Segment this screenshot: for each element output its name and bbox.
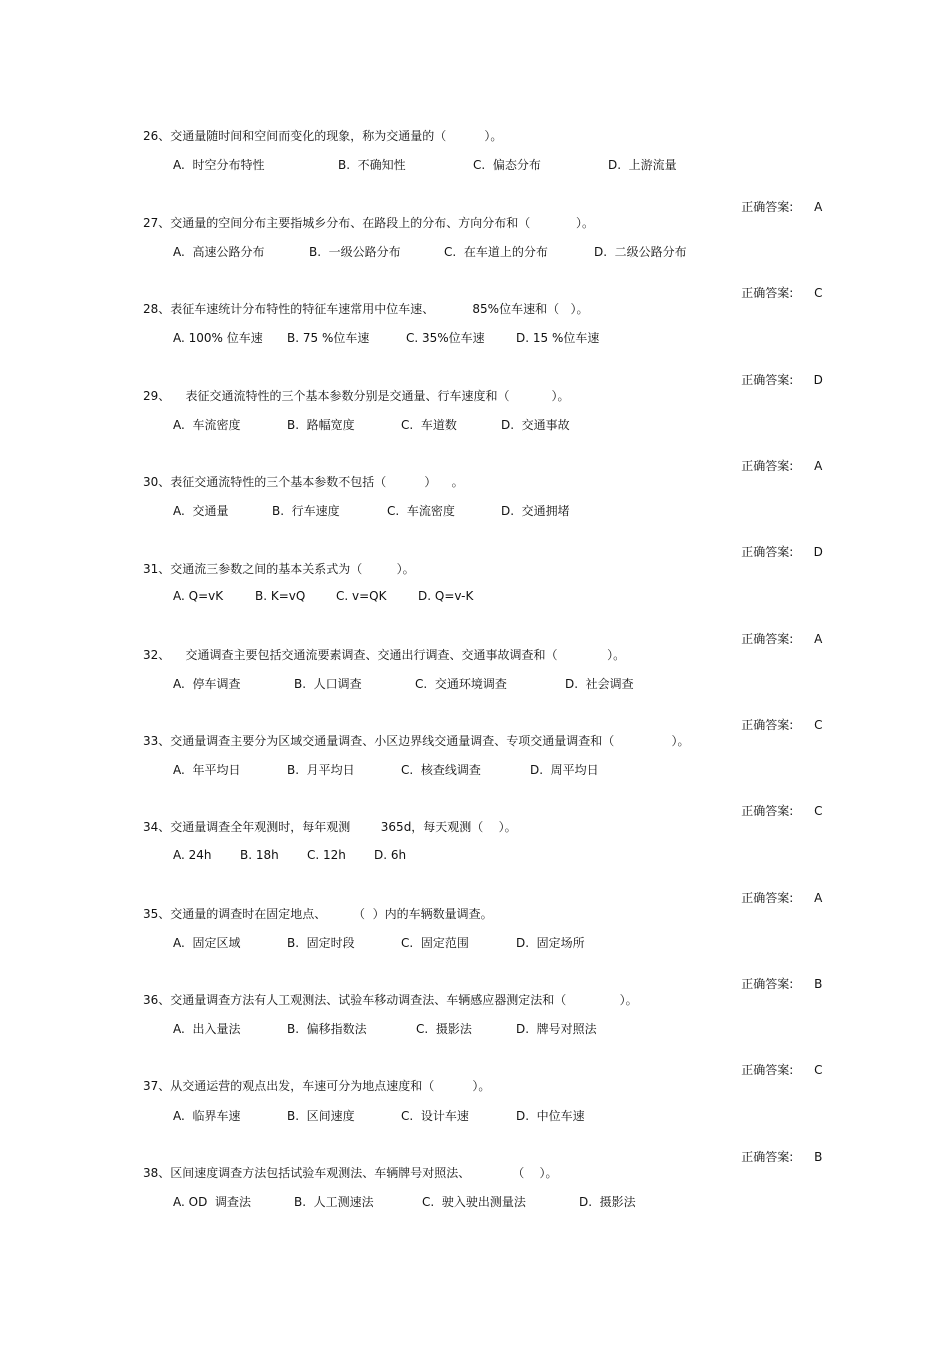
answer-line — [726, 270, 825, 315]
option-a: A. 24h — [173, 848, 212, 862]
question-36-stem: 36、交通量调查方法有人工观测法、试验车移动调查法、车辆感应器测定法和（ ）。 — [143, 993, 638, 1007]
option-b: B. 偏移指数法 — [287, 1022, 367, 1036]
option-b: B. 月平均日 — [287, 763, 355, 777]
option-c: C. 偏态分布 — [473, 158, 541, 172]
answer-label: 正确答案: — [741, 718, 794, 732]
answer-label: 正确答案: — [741, 1150, 794, 1164]
question-35-stem: 35、交通量的调查时在固定地点、 （ ）内的车辆数量调查。 — [143, 907, 493, 921]
option-c: C. 设计车速 — [401, 1109, 469, 1123]
question-29-stem: 29、 表征交通流特性的三个基本参数分别是交通量、行车速度和（ ）。 — [143, 389, 570, 403]
option-b: B. 不确知性 — [338, 158, 406, 172]
option-d: D. 中位车速 — [516, 1109, 585, 1123]
option-c: C. 车道数 — [401, 418, 457, 432]
question-28-stem: 28、表征车速统计分布特性的特征车速常用中位车速、 85%位车速和（ ）。 — [143, 302, 589, 316]
answer-value: C — [814, 1063, 823, 1077]
answer-label: 正确答案: — [741, 804, 794, 818]
option-a: A. 时空分布特性 — [173, 158, 265, 172]
answer-line — [726, 788, 825, 833]
option-d: D. 固定场所 — [516, 936, 585, 950]
question-30-stem: 30、表征交通流特性的三个基本参数不包括（ ） 。 — [143, 475, 464, 489]
answer-label: 正确答案: — [741, 632, 794, 646]
option-c: C. 核查线调查 — [401, 763, 481, 777]
question-34-stem: 34、交通量调查全年观测时，每年观测 365d，每天观测（ ）。 — [143, 820, 517, 834]
option-a: A. 交通量 — [173, 504, 229, 518]
answer-value: B — [814, 1150, 823, 1164]
answer-line — [726, 529, 825, 574]
option-c: C. 12h — [307, 848, 346, 862]
answer-line — [726, 961, 825, 1006]
option-c: C. v=QK — [336, 589, 387, 603]
option-b: B. 固定时段 — [287, 936, 355, 950]
option-c: C. 在车道上的分布 — [444, 245, 548, 259]
option-a: A. 高速公路分布 — [173, 245, 265, 259]
question-31-stem: 31、交通流三参数之间的基本关系式为（ ）。 — [143, 562, 415, 576]
answer-label: 正确答案: — [741, 459, 794, 473]
answer-line — [726, 357, 825, 402]
answer-line — [726, 1047, 825, 1092]
option-c: C. 摄影法 — [416, 1022, 472, 1036]
option-c: C. 35%位车速 — [406, 331, 485, 345]
answer-value: A — [814, 459, 823, 473]
option-b: B. 行车速度 — [272, 504, 340, 518]
option-c: C. 交通环境调查 — [415, 677, 507, 691]
option-a: A. 车流密度 — [173, 418, 241, 432]
answer-label: 正确答案: — [741, 373, 794, 387]
option-b: B. 18h — [240, 848, 279, 862]
option-b: B. 75 %位车速 — [287, 331, 370, 345]
option-a: A. Q=vK — [173, 589, 224, 603]
option-c: C. 驶入驶出测量法 — [422, 1195, 526, 1209]
option-d: D. 周平均日 — [530, 763, 599, 777]
option-c: C. 固定范围 — [401, 936, 469, 950]
option-d: D. Q=v-K — [418, 589, 474, 603]
option-a: A. 年平均日 — [173, 763, 241, 777]
question-32-stem: 32、 交通调查主要包括交通流要素调查、交通出行调查、交通事故调查和（ ）。 — [143, 648, 626, 662]
question-37-stem: 37、从交通运营的观点出发，车速可分为地点速度和（ ）。 — [143, 1079, 491, 1093]
option-b: B. 一级公路分布 — [309, 245, 401, 259]
option-d: D. 摄影法 — [579, 1195, 636, 1209]
option-b: B. K=vQ — [255, 589, 306, 603]
option-a: A. 固定区域 — [173, 936, 241, 950]
answer-value: B — [814, 977, 823, 991]
answer-value: A — [814, 200, 823, 214]
option-a: A. 出入量法 — [173, 1022, 241, 1036]
answer-label: 正确答案: — [741, 286, 794, 300]
answer-line — [726, 184, 825, 229]
answer-label: 正确答案: — [741, 977, 794, 991]
answer-value: A — [814, 891, 823, 905]
option-a: A. 100% 位车速 — [173, 331, 263, 345]
option-a: A. OD 调查法 — [173, 1195, 251, 1209]
answer-label: 正确答案: — [741, 891, 794, 905]
answer-value: A — [814, 632, 823, 646]
answer-value: C — [814, 804, 823, 818]
answer-value: D — [813, 373, 823, 387]
answer-label: 正确答案: — [741, 545, 794, 559]
option-a: A. 临界车速 — [173, 1109, 241, 1123]
answer-label: 正确答案: — [741, 1063, 794, 1077]
answer-value: C — [814, 286, 823, 300]
option-b: B. 人工测速法 — [294, 1195, 374, 1209]
option-d: D. 15 %位车速 — [516, 331, 600, 345]
option-d: D. 交通事故 — [501, 418, 570, 432]
option-c: C. 车流密度 — [387, 504, 455, 518]
option-b: B. 区间速度 — [287, 1109, 355, 1123]
option-a: A. 停车调查 — [173, 677, 241, 691]
option-d: D. 6h — [374, 848, 407, 862]
option-d: D. 交通拥堵 — [501, 504, 570, 518]
option-d: D. 二级公路分布 — [594, 245, 687, 259]
question-26-stem: 26、交通量随时间和空间而变化的现象，称为交通量的（ ）。 — [143, 129, 503, 143]
question-27-stem: 27、交通量的空间分布主要指城乡分布、在路段上的分布、方向分布和（ ）。 — [143, 216, 595, 230]
answer-line — [726, 875, 825, 920]
option-b: B. 路幅宽度 — [287, 418, 355, 432]
answer-label: 正确答案: — [741, 200, 794, 214]
answer-line — [726, 702, 825, 747]
question-38-stem: 38、区间速度调查方法包括试验车观测法、车辆牌号对照法、 （ ）。 — [143, 1166, 558, 1180]
answer-line — [726, 616, 825, 661]
answer-value: D — [813, 545, 823, 559]
option-d: D. 社会调查 — [565, 677, 634, 691]
answer-value: C — [814, 718, 823, 732]
option-d: D. 牌号对照法 — [516, 1022, 597, 1036]
question-33-stem: 33、交通量调查主要分为区域交通量调查、小区边界线交通量调查、专项交通量调查和（ ）。 — [143, 734, 690, 748]
option-d: D. 上游流量 — [608, 158, 677, 172]
answer-line — [726, 1134, 825, 1179]
option-b: B. 人口调查 — [294, 677, 362, 691]
answer-line — [726, 443, 825, 488]
